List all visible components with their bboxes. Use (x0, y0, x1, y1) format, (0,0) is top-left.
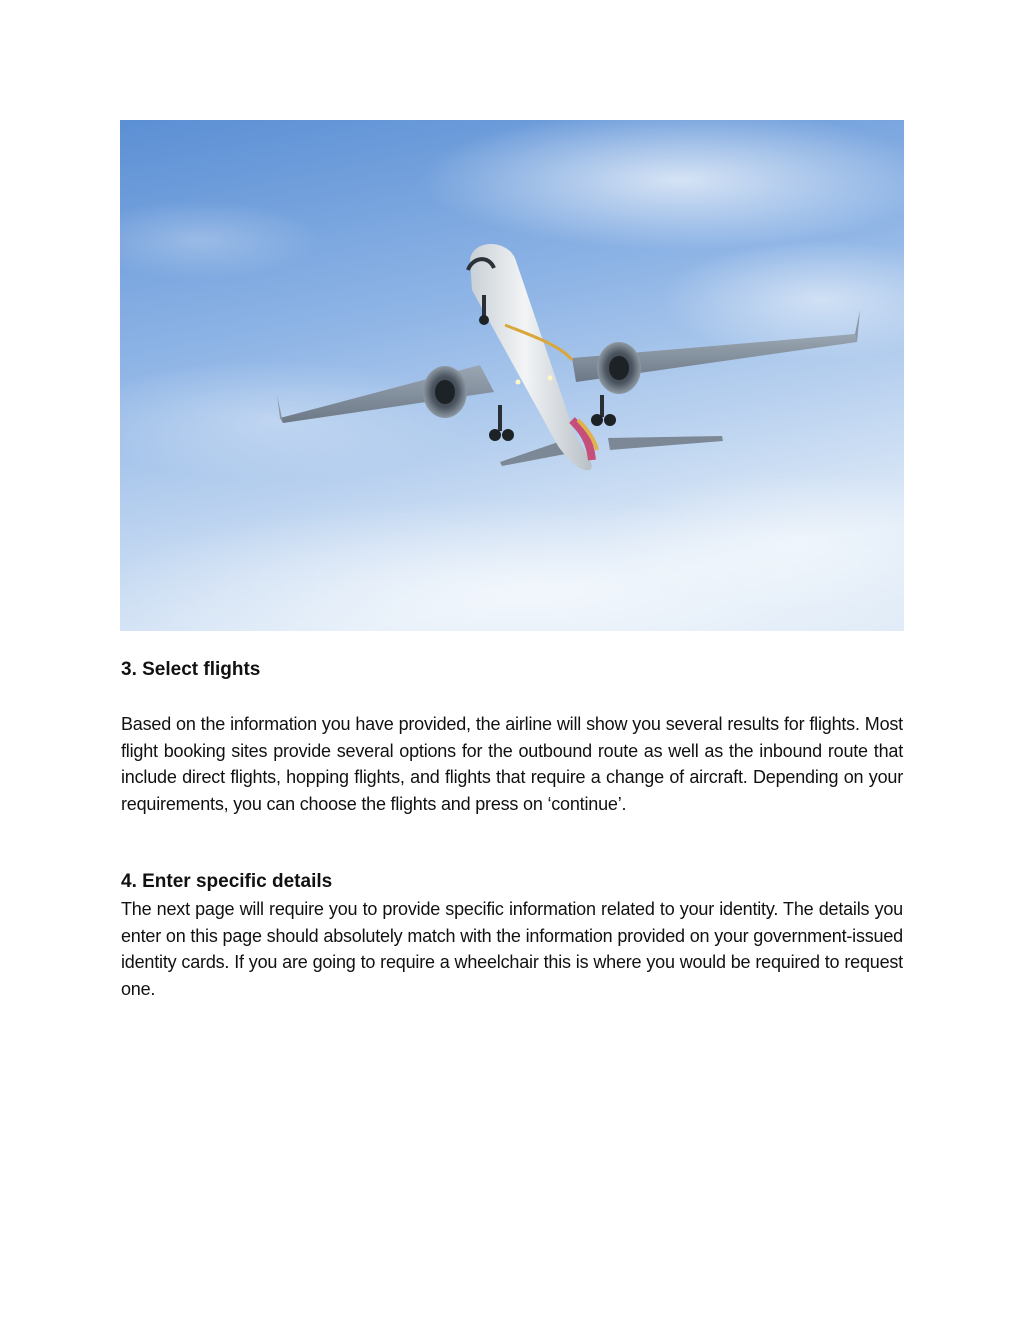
airplane-photo (120, 120, 904, 631)
section-body-enter-details: The next page will require you to provide specific information related to your identity. The details you enter on this page should absolutely match with the information provided on your government-issued identity cards. If you are going to require a wheelchair this is where you would be required to request one. (121, 899, 903, 1000)
section-heading-select-flights: 3. Select flights (121, 659, 261, 680)
section-body-select-flights: Based on the information you have provided, the airline will show you several results for flights. Most flight booking sites provide several options for the outbound route as well as the inbound route that include direct flights, hopping flights, and flights that require a change of aircraft. Depending on your requirements, you can choose the flights and press on ‘continue’. (121, 714, 903, 815)
section-heading-enter-details: 4. Enter specific details (121, 871, 333, 892)
